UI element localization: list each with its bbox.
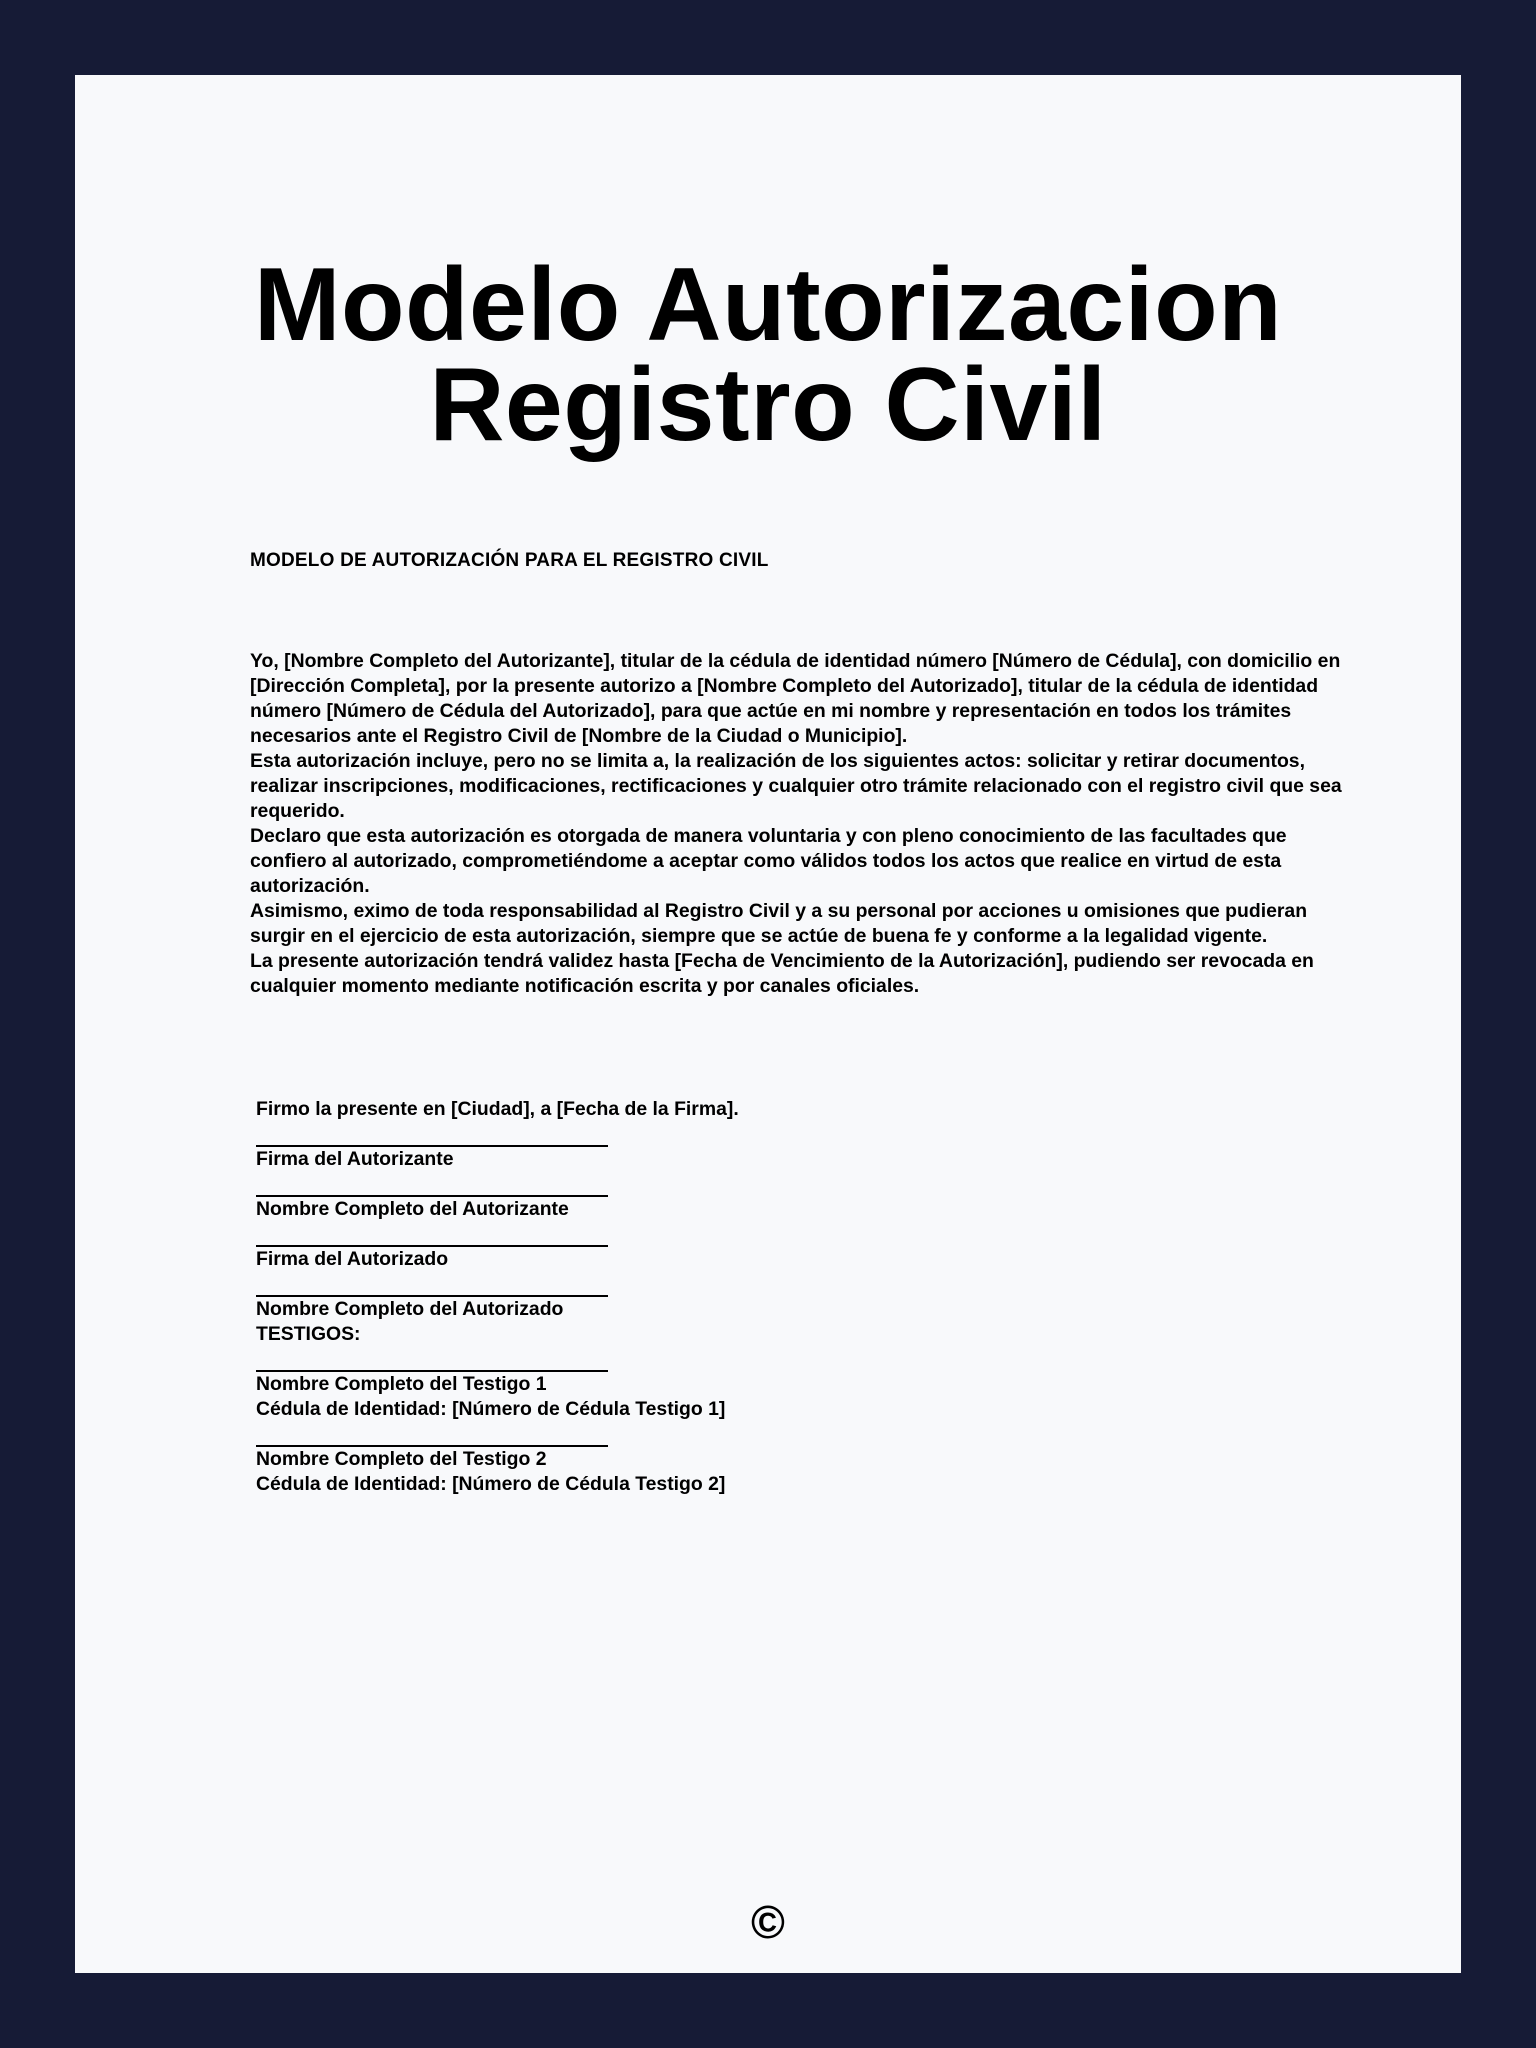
signature-line bbox=[256, 1422, 608, 1447]
document-title bbox=[75, 247, 1461, 463]
autorizante-name-label: Nombre Completo del Autorizante bbox=[256, 1198, 569, 1220]
document-body bbox=[250, 649, 1350, 999]
autorizado-name-label: Nombre Completo del Autorizado bbox=[256, 1298, 564, 1320]
sign-intro: Firmo la presente en [Ciudad], a [Fecha de la Firma]. bbox=[256, 1098, 739, 1120]
signature-line bbox=[256, 1347, 608, 1372]
paragraph-5: La presente autorización tendrá validez hasta [Fecha de Vencimiento de la Autorización], pudiendo ser revocada en cualquier momento mediante notificación escrita y por canales oficiales. bbox=[250, 950, 1314, 997]
witness-2-id-label: Cédula de Identidad: [Número de Cédula Testigo 2] bbox=[256, 1473, 726, 1495]
witnesses-label: TESTIGOS: bbox=[256, 1323, 361, 1345]
document-heading: MODELO DE AUTORIZACIÓN PARA EL REGISTRO CIVIL bbox=[250, 550, 769, 571]
document-title-line-2: Registro Civil bbox=[429, 347, 1107, 463]
signature-line bbox=[256, 1222, 608, 1247]
witness-1-name-label: Nombre Completo del Testigo 1 bbox=[256, 1373, 547, 1395]
paragraph-2: Esta autorización incluye, pero no se limita a, la realización de los siguientes actos: solicitar y retirar documentos, realizar inscripciones, modificaciones, rectificaciones y cualquier otro trámite relacionado con el registro civil que sea requerido. bbox=[250, 750, 1342, 822]
signature-line bbox=[256, 1272, 608, 1297]
paragraph-4: Asimismo, eximo de toda responsabilidad al Registro Civil y a su personal por acciones u omisiones que pudieran surgir en el ejercicio de esta autorización, siempre que se actúe de buena fe y conforme a la legalidad vigente. bbox=[250, 900, 1308, 947]
paragraph-3: Declaro que esta autorización es otorgada de manera voluntaria y con pleno conocimiento de las facultades que confiero al autorizado, comprometiéndome a aceptar como válidos todos los actos que realice en virtud de esta autorización. bbox=[250, 825, 1287, 897]
witness-2-name-label: Nombre Completo del Testigo 2 bbox=[256, 1448, 547, 1470]
signature-block bbox=[256, 1097, 739, 1497]
document-page bbox=[75, 75, 1461, 1973]
autorizado-signature-label: Firma del Autorizado bbox=[256, 1248, 449, 1270]
paragraph-1: Yo, [Nombre Completo del Autorizante], titular de la cédula de identidad número [Número de Cédula], con domicilio en [Dirección Completa], por la presente autorizo a [Nombre Completo del Autorizado], titular de la cédula de identidad número [Número de Cédula del Autorizado], para que actúe en mi nombre y representación en todos los trámites necesarios ante el Registro Civil de [Nombre de la Ciudad o Municipio]. bbox=[250, 650, 1341, 747]
copyright-icon: © bbox=[751, 1896, 785, 1948]
signature-line bbox=[256, 1172, 608, 1197]
witness-1-id-label: Cédula de Identidad: [Número de Cédula Testigo 1] bbox=[256, 1398, 726, 1420]
signature-line bbox=[256, 1122, 608, 1147]
autorizante-signature-label: Firma del Autorizante bbox=[256, 1148, 454, 1170]
document-title-line-1: Modelo Autorizacion bbox=[253, 247, 1283, 363]
